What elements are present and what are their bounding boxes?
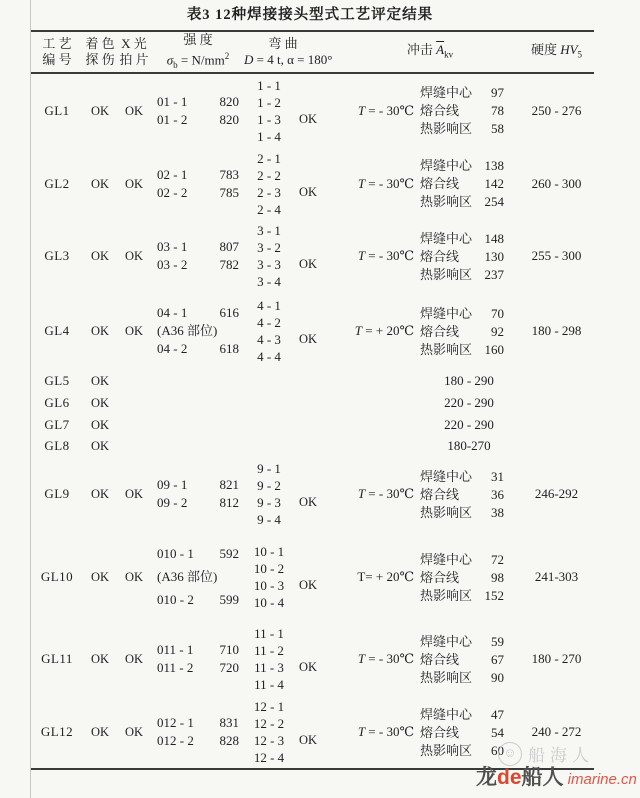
- strength-value: 782: [219, 257, 239, 272]
- bend-result: OK: [298, 111, 318, 126]
- bend-spec: 4 - 1: [257, 298, 281, 313]
- impact-zone-label: 焊缝中心: [420, 158, 473, 173]
- strength-spec: 04 - 1: [157, 305, 188, 320]
- header-bend: 弯 曲 D = 4 t, α = 180°: [244, 36, 333, 68]
- process-id: GL1: [44, 102, 70, 118]
- impact-results: [420, 468, 508, 521]
- process-id: GL5: [44, 373, 70, 388]
- impact-zone-label: 熔合线: [420, 651, 460, 667]
- strength-note: (A36 部位): [157, 569, 218, 584]
- header-xray: X 光 拍 片: [119, 36, 149, 68]
- impact-zone-label: 熔合线: [420, 323, 460, 339]
- strength-cell: [152, 546, 244, 608]
- impact-value: 36: [491, 486, 504, 502]
- process-id: GL9: [44, 486, 70, 501]
- xray-result: OK: [124, 176, 144, 191]
- impact-value: 148: [484, 230, 504, 246]
- impact-zone-label: 焊缝中心: [420, 551, 473, 567]
- bend-result: OK: [298, 257, 318, 271]
- watermark-site: [476, 761, 637, 791]
- impact-zone-label: 焊缝中心: [420, 85, 473, 100]
- header-process-id: 工 艺 编 号: [42, 36, 72, 68]
- strength-cell: [152, 167, 244, 201]
- process-id: GL4: [44, 323, 70, 338]
- bend-spec: 1 - 3: [257, 111, 281, 127]
- impact-temperature: T= + 20℃: [357, 569, 414, 584]
- impact-temperature: T = + 20℃: [354, 323, 414, 338]
- bend-spec: 10 - 4: [253, 595, 285, 610]
- bend-spec: 10 - 3: [253, 578, 285, 593]
- impact-value: 160: [484, 341, 504, 357]
- process-id: GL7: [44, 417, 70, 432]
- strength-value: 831: [219, 715, 239, 730]
- xray-result: OK: [124, 324, 144, 338]
- watermark-domain: imarine.cn: [563, 771, 637, 788]
- strength-cell: [152, 305, 244, 357]
- impact-zone-label: 焊缝中心: [420, 468, 473, 484]
- strength-spec: 04 - 2: [157, 341, 188, 356]
- bend-spec: 1 - 4: [257, 128, 281, 144]
- impact-zone-label: 热影响区: [420, 742, 473, 758]
- dye-result: OK: [90, 249, 110, 263]
- impact-value: 60: [491, 742, 504, 758]
- table-row-gl4: [0, 292, 640, 370]
- hardness-range: 180-270: [447, 438, 491, 453]
- impact-zone-label: 熔合线: [420, 103, 460, 118]
- hardness-range: 260 - 300: [531, 175, 582, 191]
- strength-cell: [152, 239, 244, 273]
- process-id: GL6: [44, 395, 70, 410]
- table-row-gl5: [0, 370, 640, 392]
- bend-spec: 2 - 1: [257, 150, 281, 166]
- impact-temperature: T = - 30℃: [357, 175, 414, 191]
- hardness-range: 250 - 276: [531, 102, 582, 118]
- hardness-range: 255 - 300: [531, 248, 582, 263]
- bend-specimens: [244, 698, 294, 766]
- impact-zone-label: 热影响区: [420, 121, 473, 136]
- table-row-gl7: [0, 414, 640, 436]
- bend-spec: 9 - 2: [257, 478, 281, 493]
- impact-temperature: T = - 30℃: [357, 486, 414, 501]
- impact-temperature: T = - 30℃: [357, 651, 414, 666]
- bend-spec: 12 - 4: [253, 750, 285, 765]
- impact-value: 98: [491, 569, 504, 585]
- smiley-logo-icon: ☺: [498, 742, 522, 766]
- xray-result: OK: [124, 103, 144, 118]
- dye-result: OK: [90, 374, 110, 388]
- strength-spec: 010 - 1: [157, 546, 194, 561]
- impact-zone-label: 焊缝中心: [420, 305, 473, 321]
- process-id: GL2: [44, 175, 70, 191]
- table-row-gl1: [0, 74, 640, 147]
- impact-zone-label: 熔合线: [420, 486, 460, 502]
- strength-note: (A36 部位): [157, 323, 218, 338]
- table-row-gl6: [0, 392, 640, 414]
- bend-spec: 10 - 1: [253, 544, 285, 559]
- impact-zone-label: 熔合线: [420, 569, 460, 585]
- bend-specimens: [244, 625, 294, 693]
- strength-value: 820: [219, 111, 239, 127]
- hardness-range: 240 - 272: [531, 724, 582, 739]
- impact-results: [420, 305, 508, 358]
- impact-value: 58: [491, 121, 504, 136]
- strength-value: 720: [219, 660, 239, 675]
- impact-value: 97: [491, 85, 504, 100]
- bend-spec: 3 - 1: [257, 223, 281, 238]
- impact-value: 47: [491, 706, 504, 722]
- strength-value: 820: [219, 93, 239, 109]
- bend-spec: 11 - 3: [254, 660, 284, 675]
- impact-temperature: T = - 30℃: [357, 248, 414, 263]
- watermark-de: de: [497, 766, 522, 789]
- dye-result: OK: [90, 439, 110, 453]
- hardness-range: 180 - 270: [531, 651, 582, 666]
- hardness-range: 220 - 290: [444, 395, 494, 410]
- impact-value: 142: [484, 176, 504, 191]
- dye-result: OK: [90, 176, 110, 191]
- bend-spec: 12 - 1: [253, 699, 285, 714]
- bend-spec: 12 - 3: [253, 733, 285, 748]
- watermark-main-2: 船人: [521, 766, 564, 789]
- impact-value: 31: [491, 468, 504, 484]
- xray-result: OK: [124, 487, 144, 501]
- bend-result: OK: [298, 332, 318, 346]
- strength-value: 785: [219, 184, 239, 200]
- strength-value: 710: [219, 642, 239, 657]
- dye-result: OK: [90, 487, 110, 501]
- strength-value: 821: [219, 477, 239, 492]
- bend-specimens: [244, 297, 294, 365]
- dye-result: OK: [90, 652, 110, 666]
- bend-result: OK: [298, 184, 318, 199]
- strength-spec: 012 - 2: [157, 733, 194, 748]
- strength-value: 592: [219, 546, 239, 561]
- impact-value: 254: [484, 194, 504, 209]
- impact-value: 90: [491, 669, 504, 685]
- impact-results: [420, 551, 508, 604]
- strength-value: 807: [219, 239, 239, 254]
- hardness-range: 220 - 290: [444, 417, 494, 432]
- bend-result: OK: [298, 733, 318, 747]
- impact-value: 152: [484, 587, 504, 603]
- header-strength: 强 度 $\sigma_b = N/mm^2$: [166, 32, 230, 70]
- strength-cell: [152, 715, 244, 749]
- impact-value: 92: [491, 323, 504, 339]
- impact-results: [420, 84, 508, 137]
- impact-results: [420, 157, 508, 210]
- bend-spec: 4 - 2: [257, 315, 281, 330]
- table-row-gl10: [0, 532, 640, 622]
- strength-spec: 03 - 1: [157, 239, 188, 254]
- strength-spec: 03 - 2: [157, 257, 188, 272]
- bend-spec: 4 - 4: [257, 349, 281, 364]
- impact-value: 38: [491, 504, 504, 520]
- strength-value: 599: [219, 592, 239, 607]
- impact-value: 70: [491, 305, 504, 321]
- impact-value: 59: [491, 633, 504, 649]
- header-dye-penetrant: 着 色 探 伤: [85, 36, 115, 68]
- process-id: GL3: [44, 248, 70, 263]
- impact-results: [420, 230, 508, 283]
- xray-result: OK: [124, 725, 144, 739]
- strength-spec: 01 - 2: [157, 111, 188, 127]
- impact-zone-label: 热影响区: [420, 194, 473, 209]
- header-impact: 冲击 $\overline{A}_{kv}$: [406, 42, 454, 60]
- bend-spec: 1 - 1: [257, 77, 281, 93]
- table-row-gl3: [0, 220, 640, 292]
- watermark-brand-text: 船海人: [528, 746, 594, 765]
- bend-spec: 9 - 3: [257, 495, 281, 510]
- bend-spec: 2 - 3: [257, 184, 281, 200]
- impact-results: [420, 633, 508, 686]
- strength-spec: 09 - 2: [157, 495, 188, 510]
- impact-value: 237: [484, 266, 504, 282]
- process-id: GL12: [40, 724, 74, 739]
- bend-specimens: [244, 460, 294, 528]
- strength-spec: 09 - 1: [157, 477, 188, 492]
- watermark-main-1: 龙: [476, 766, 497, 789]
- bend-spec: 11 - 1: [254, 626, 284, 641]
- bend-spec: 2 - 2: [257, 167, 281, 183]
- bend-spec: 12 - 2: [253, 716, 285, 731]
- impact-temperature: T = - 30℃: [357, 102, 414, 118]
- impact-value: 138: [484, 158, 504, 173]
- impact-value: 72: [491, 551, 504, 567]
- strength-spec: 011 - 2: [157, 660, 194, 675]
- dye-result: OK: [90, 725, 110, 739]
- strength-value: 828: [219, 733, 239, 748]
- strength-cell: [152, 642, 244, 676]
- strength-cell: [152, 477, 244, 511]
- bend-spec: 11 - 2: [254, 643, 284, 658]
- dye-result: OK: [90, 418, 110, 432]
- hardness-range: 180 - 298: [531, 323, 582, 338]
- bend-spec: 9 - 1: [257, 461, 281, 476]
- impact-results: [420, 706, 508, 759]
- bend-spec: 9 - 4: [257, 512, 281, 527]
- impact-zone-label: 热影响区: [420, 587, 473, 603]
- table-header: [0, 32, 640, 72]
- strength-value: 616: [219, 305, 239, 320]
- impact-zone-label: 熔合线: [420, 176, 460, 191]
- strength-spec: 012 - 1: [157, 715, 194, 730]
- hardness-range: 241-303: [534, 569, 579, 584]
- impact-zone-label: 熔合线: [420, 248, 460, 264]
- dye-result: OK: [90, 324, 110, 338]
- bend-specimens: [244, 222, 294, 290]
- bend-result: OK: [298, 578, 318, 592]
- strength-value: 783: [219, 166, 239, 182]
- table-row-gl2: [0, 147, 640, 220]
- table-body: [0, 74, 640, 768]
- impact-zone-label: 热影响区: [420, 669, 473, 685]
- impact-zone-label: 焊缝中心: [420, 706, 473, 722]
- strength-value: 618: [219, 341, 239, 356]
- impact-value: 67: [491, 651, 504, 667]
- impact-zone-label: 焊缝中心: [420, 633, 473, 649]
- bend-spec: 3 - 4: [257, 274, 281, 289]
- impact-value: 78: [491, 103, 504, 118]
- hardness-range: 246-292: [534, 486, 579, 501]
- bend-spec: 3 - 3: [257, 257, 281, 272]
- process-id: GL8: [44, 438, 70, 453]
- bend-specimens: [244, 77, 294, 145]
- bend-spec: 2 - 4: [257, 201, 281, 217]
- header-hardness: 硬度 $HV_5$: [530, 42, 583, 60]
- impact-value: 130: [484, 248, 504, 264]
- bend-result: OK: [298, 660, 318, 674]
- impact-zone-label: 焊缝中心: [420, 230, 473, 246]
- strength-value: 812: [219, 495, 239, 510]
- bend-spec: 3 - 2: [257, 240, 281, 255]
- strength-spec: 02 - 1: [157, 166, 188, 182]
- table-row-gl8: [0, 436, 640, 456]
- impact-zone-label: 热影响区: [420, 341, 473, 357]
- process-id: GL10: [40, 569, 74, 584]
- bend-spec: 10 - 2: [253, 561, 285, 576]
- bend-spec: 1 - 2: [257, 94, 281, 110]
- bend-specimens: [244, 150, 294, 218]
- impact-zone-label: 热影响区: [420, 266, 473, 282]
- dye-result: OK: [90, 396, 110, 410]
- bend-spec: 4 - 3: [257, 332, 281, 347]
- hardness-range: 180 - 290: [444, 373, 494, 388]
- strength-cell: [152, 94, 244, 128]
- process-id: GL11: [41, 651, 73, 666]
- impact-zone-label: 热影响区: [420, 504, 473, 520]
- strength-spec: 010 - 2: [157, 592, 194, 607]
- bend-spec: 11 - 4: [254, 677, 284, 692]
- left-border-line: [30, 0, 31, 798]
- bend-specimens: [244, 543, 294, 611]
- impact-value: 54: [491, 724, 504, 740]
- impact-temperature: T = - 30℃: [357, 724, 414, 739]
- strength-spec: 02 - 2: [157, 184, 188, 200]
- table-row-gl9: [0, 456, 640, 532]
- impact-zone-label: 熔合线: [420, 724, 460, 740]
- strength-spec: 011 - 1: [157, 642, 194, 657]
- strength-spec: 01 - 1: [157, 93, 188, 109]
- xray-result: OK: [124, 570, 144, 584]
- dye-result: OK: [90, 570, 110, 584]
- table-row-gl11: [0, 622, 640, 696]
- bend-result: OK: [298, 495, 318, 509]
- dye-result: OK: [90, 103, 110, 118]
- xray-result: OK: [124, 249, 144, 263]
- table-title: 表3 12种焊接接头型式工艺评定结果: [186, 7, 434, 23]
- xray-result: OK: [124, 652, 144, 666]
